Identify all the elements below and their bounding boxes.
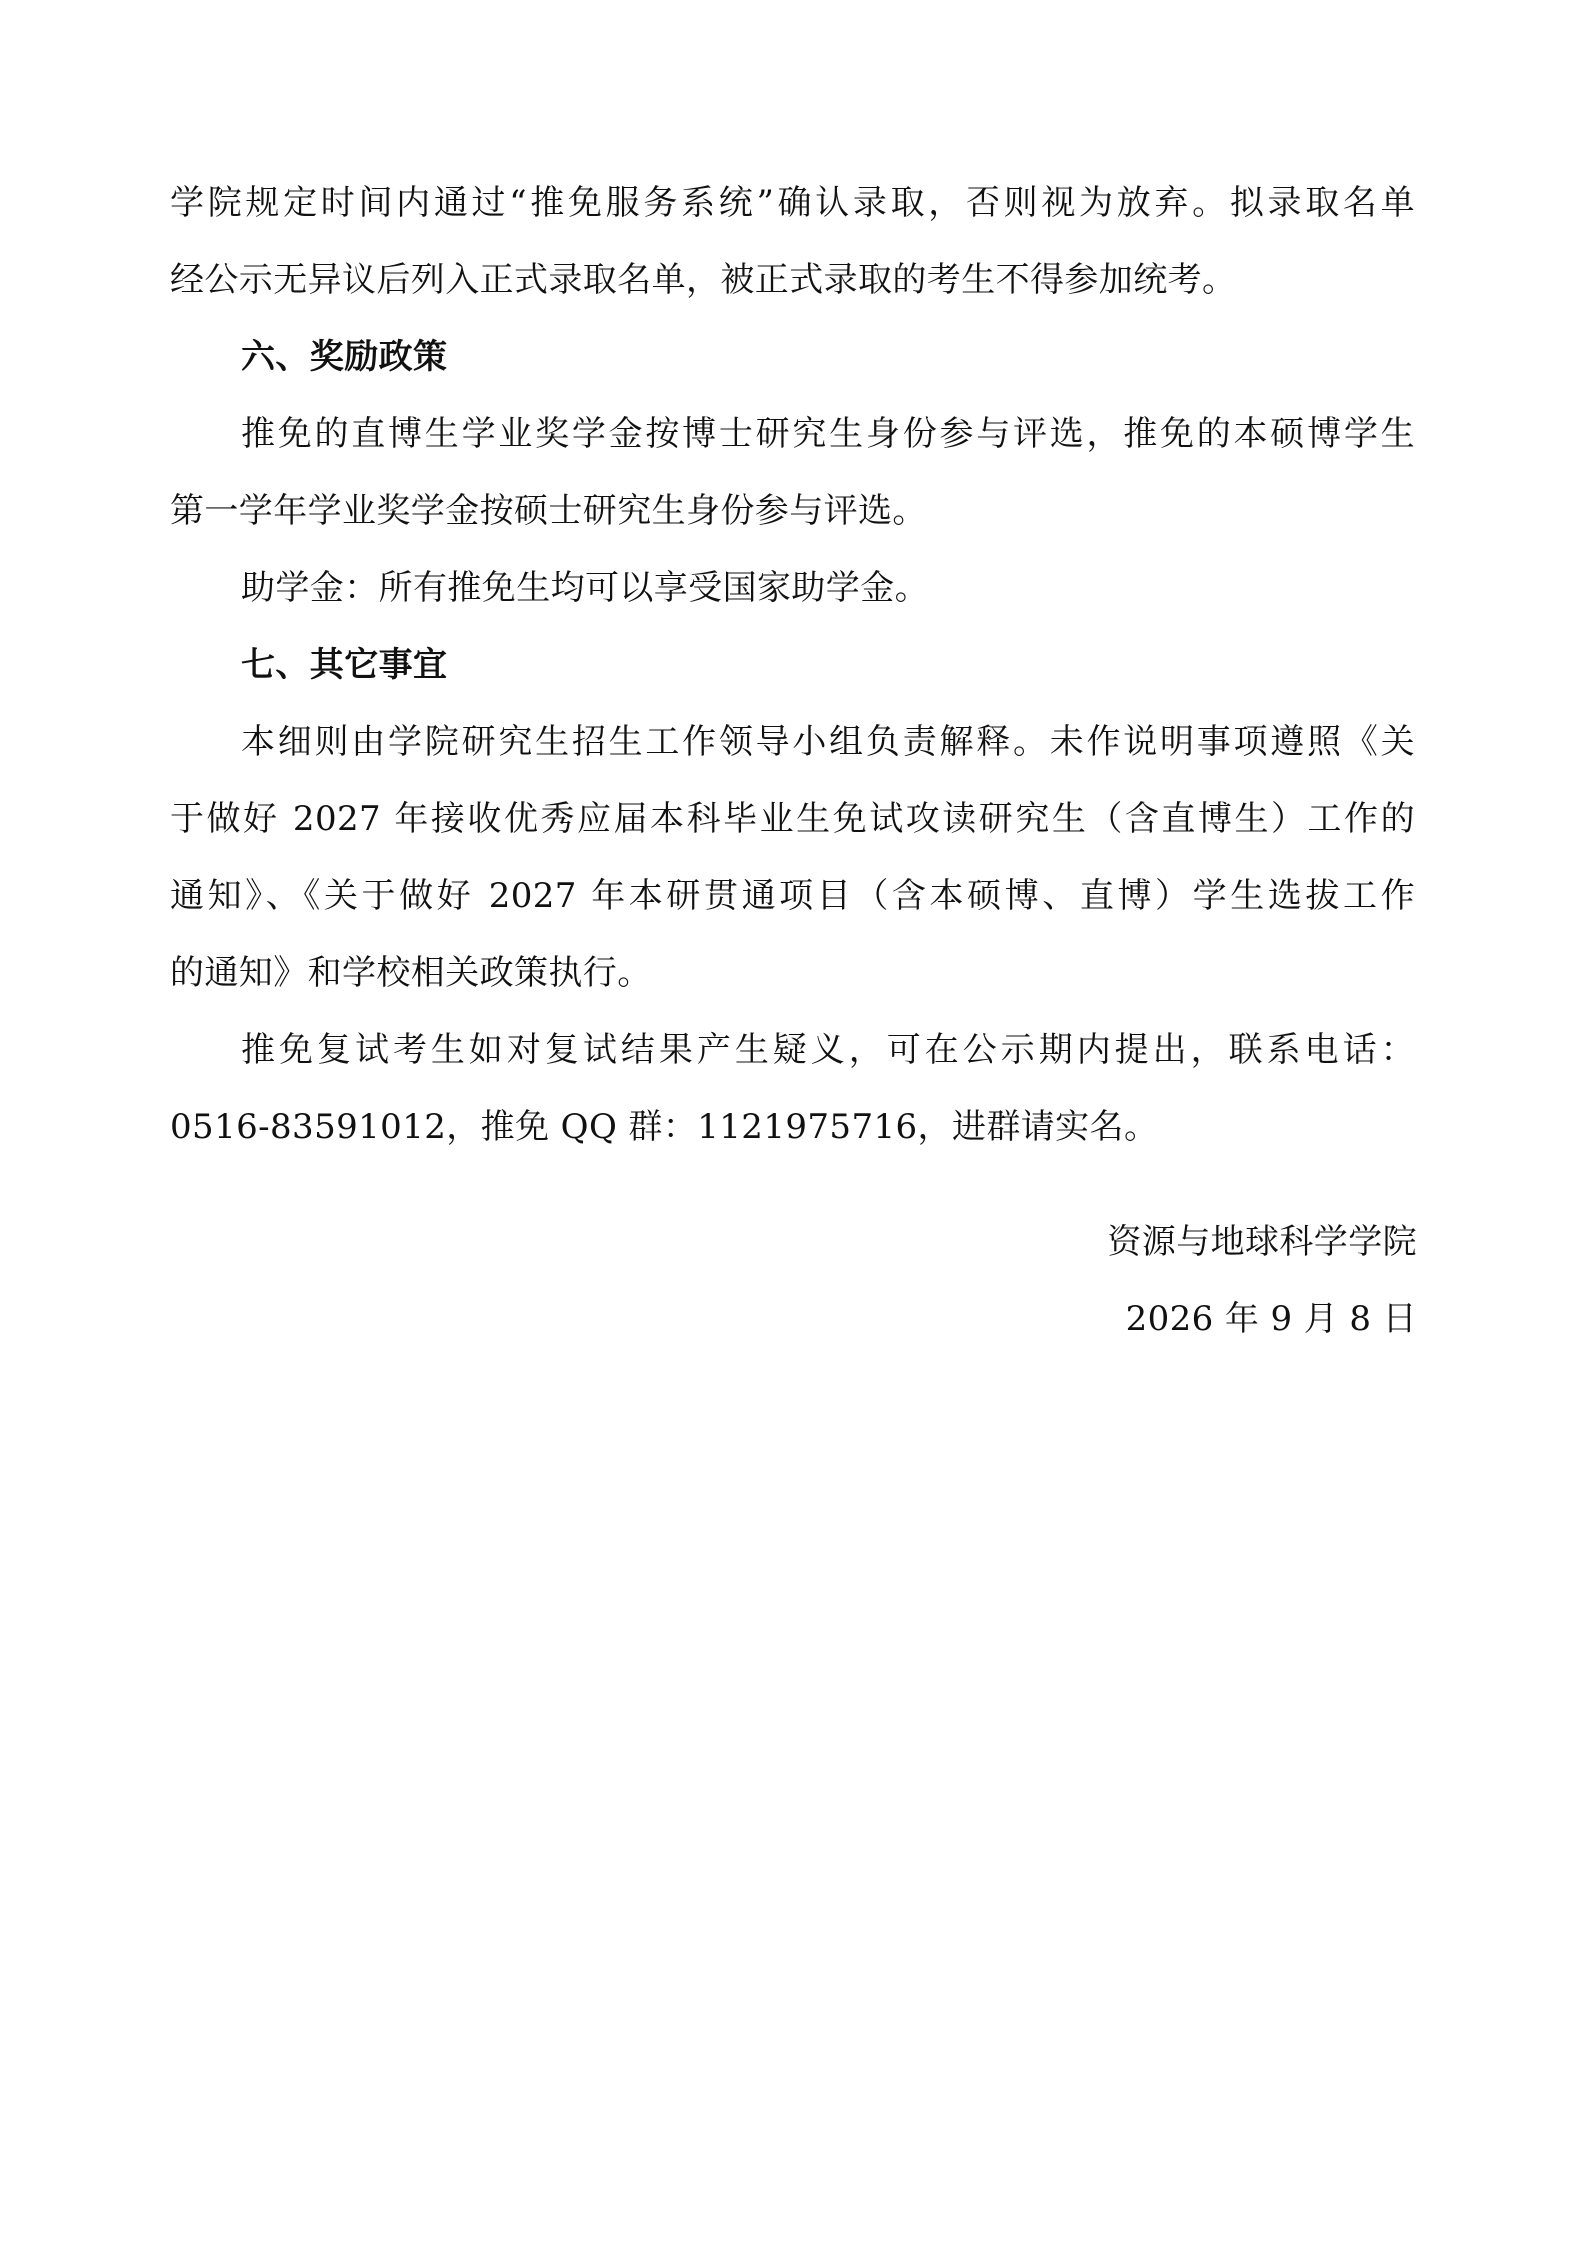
signature-date: 2026 年 9 月 8 日: [1125, 1299, 1417, 1339]
paragraph-admission-confirmation-line-2: 经公示无异议后列入正式录取名单，被正式录取的考生不得参加统考。: [170, 260, 1237, 300]
paragraph-admission-confirmation-line-1: 学院规定时间内通过“推免服务系统”确认录取，否则视为放弃。拟录取名单: [170, 183, 1415, 223]
section-heading-other-matters: 七、其它事宜: [241, 645, 448, 685]
paragraph-contact-line-2: 0516-83591012，推免 QQ 群：1121975716，进群请实名。: [170, 1107, 1159, 1147]
section-heading-rewards: 六、奖励政策: [241, 337, 448, 377]
paragraph-scholarship-line-1: 推免的直博生学业奖学金按博士研究生身份参与评选，推免的本硕博学生: [241, 414, 1415, 454]
paragraph-interpretation-line-3: 通知》、《关于做好 2027 年本研贯通项目（含本硕博、直博）学生选拔工作: [170, 876, 1415, 916]
document-body: [170, 165, 1415, 1166]
paragraph-interpretation-line-2: 于做好 2027 年接收优秀应届本科毕业生免试攻读研究生（含直博生）工作的: [170, 799, 1415, 839]
paragraph-scholarship-line-2: 第一学年学业奖学金按硕士研究生身份参与评选。: [170, 491, 927, 531]
paragraph-interpretation-line-4: 的通知》和学校相关政策执行。: [170, 953, 652, 993]
paragraph-contact-line-1: 推免复试考生如对复试结果产生疑义，可在公示期内提出，联系电话：: [241, 1030, 1415, 1070]
paragraph-grant: 助学金：所有推免生均可以享受国家助学金。: [241, 568, 929, 608]
paragraph-interpretation-line-1: 本细则由学院研究生招生工作领导小组负责解释。未作说明事项遵照《关: [241, 722, 1415, 762]
signature-organization: 资源与地球科学学院: [1107, 1222, 1417, 1262]
